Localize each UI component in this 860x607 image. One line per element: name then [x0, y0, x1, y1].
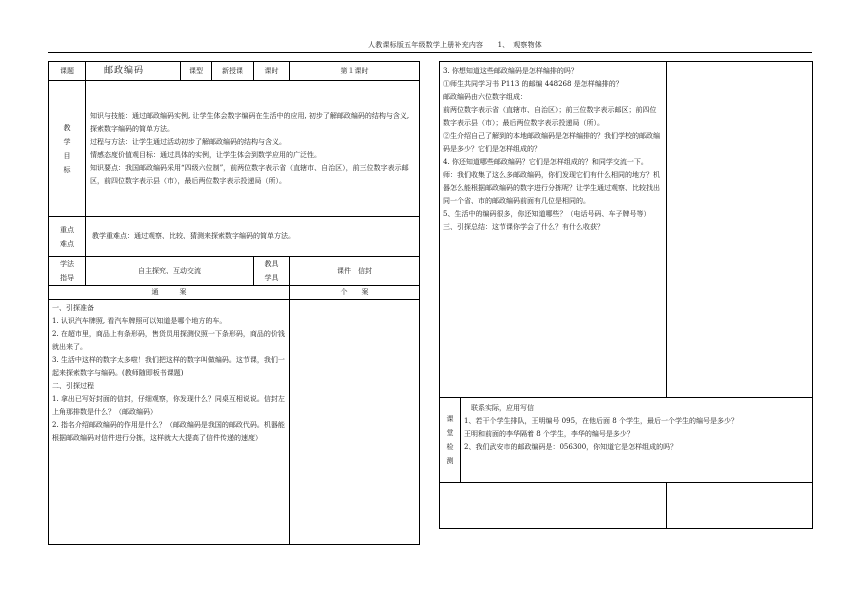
blank-cell: [440, 483, 667, 529]
personal-plan-cell: [290, 300, 420, 545]
tools-value: 课件 信封: [290, 257, 420, 286]
left-lesson-table: [48, 61, 420, 545]
objectives-label: [49, 81, 86, 217]
objectives-label-text: 教学目标: [63, 123, 71, 174]
process-content: [49, 300, 290, 545]
check-content: [461, 398, 813, 483]
blank-cell: [667, 483, 813, 529]
method-label: [49, 257, 86, 286]
hour-value: 第１课时: [290, 62, 420, 81]
tools-label-text: 教具学具: [264, 260, 279, 282]
process-item: 3. 生活中这样的数字太多啦！我们把这样的数字叫做编码。这节课，我们一起来探索数字与编码。(教师随即板书课题): [52, 356, 285, 377]
personal-plan-header: 个 案: [290, 286, 420, 300]
right-question: 3. 你想知道这些邮政编码是怎样编排的吗？: [443, 67, 578, 75]
header-rule: [48, 52, 812, 53]
right-item: 三、引探总结：这节课你学会了什么？有什么收获？: [443, 223, 604, 231]
process-item: 2. 指名介绍邮政编码的作用是什么？（邮政编码是我国的邮政代码。机器能根据邮政编码对信件进行分拣，这样就大大提高了信件传递的速度）: [52, 421, 285, 442]
check-label-text: 课堂检测: [446, 415, 454, 465]
right-item: ①师生共同学习书 P113 的邮编 448268 是怎样编排的？: [443, 80, 623, 88]
process-item: 1. 拿出已写好封面的信封，仔细观察，你发现什么？同桌互相说说。信封左上角那排数是什么？（邮政编码）: [52, 395, 285, 416]
header-title: 人教课标版五年级数学上册补充内容 1、 观察物体: [368, 41, 542, 49]
check-item: 1、若干个学生排队，王明编号 095，在他后面 8 个学生，最后一个学生的编号是多少？: [464, 417, 738, 425]
method-value: 自主探究、互动交流: [86, 257, 254, 286]
topic-value: 邮政编码: [86, 62, 181, 81]
common-plan-header: 通 案: [49, 286, 290, 300]
tools-label: [254, 257, 290, 286]
objective-emotion: 情感态度价值观目标：通过具体的实例，让学生体会到数学应用的广泛性。: [90, 150, 321, 159]
right-item: 邮政编码由六位数字组成：: [443, 93, 527, 101]
method-label-text: 学法指导: [60, 260, 74, 282]
process-item: 2. 在超市里，商品上有条形码，售货员用探测仪照一下条形码，商品的价钱就出来了。: [52, 330, 285, 351]
objectives-content: [86, 81, 420, 217]
process-section-2: 二、引探过程: [52, 382, 94, 390]
objective-keypoints: 知识要点：我国邮政编码采用“四级六位制”，前两位数字表示省（直辖市、自治区），前三位数字表示邮区，前四位数字表示县（市），最后两位数字表示投递局（所）。: [90, 163, 409, 185]
right-lesson-table: [439, 61, 813, 529]
objective-process: 过程与方法：让学生通过活动初步了解邮政编码的结构与含义。: [90, 137, 286, 146]
check-label: [440, 398, 461, 483]
right-personal-cell: [667, 62, 813, 398]
objective-knowledge: 知识与技能：通过邮政编码实例, 让学生体会数字编码在生活中的应用, 初步了解邮政编码的结构与含义, 探索数字编码的简单方法。: [90, 111, 410, 133]
check-intro: 联系实际，应用写信: [464, 404, 534, 412]
check-item: 2、我们武安市的邮政编码是：056300，你知道它是怎样组成的吗？: [464, 443, 678, 451]
right-item: 师：我们收集了这么多邮政编码，你们发现它们有什么相同的地方？机器怎么能根据邮政编码的数字进行分拣呢？让学生通过观察、比较找出同一个省、市的邮政编码前面有几位是相同的。: [443, 171, 660, 205]
process-section-1: 一、引探准备: [52, 304, 94, 312]
hour-label: 课时: [254, 62, 290, 81]
type-value: 新授课: [212, 62, 254, 81]
keypoints-label: [49, 217, 86, 257]
right-item: ②生介绍自己了解到的本地邮政编码是怎样编排的？我们学校的邮政编码是多少？它们是怎样组成的？: [443, 132, 660, 153]
right-item: 5、生活中的编码很多，你还知道哪些？（电话号码、车子牌号等）: [443, 210, 651, 218]
right-main-content: [440, 62, 667, 398]
page-header: [0, 0, 860, 60]
process-item: 1. 认识汽车牌照, 看汽车牌照可以知道是哪个地方的车。: [52, 317, 227, 325]
right-item: 4. 你还知道哪些邮政编码？它们是怎样组成的？和同学交流一下。: [443, 158, 648, 166]
right-item: 前两位数字表示省（直辖市、自治区）；前三位数字表示邮区；前四位数字表示县（市）；最后两位数字表示投递局（所）。: [443, 106, 657, 127]
type-label: 课型: [181, 62, 212, 81]
topic-label: 课题: [49, 62, 86, 81]
check-item: 王明和前面的李华隔着 8 个学生，李华的编号是多少？: [464, 430, 634, 438]
keypoints-label-text: 重点难点: [60, 225, 74, 248]
keypoints-text: 教学重难点：通过观察、比较、猜测来探索数字编码的简单方法。: [86, 217, 420, 257]
